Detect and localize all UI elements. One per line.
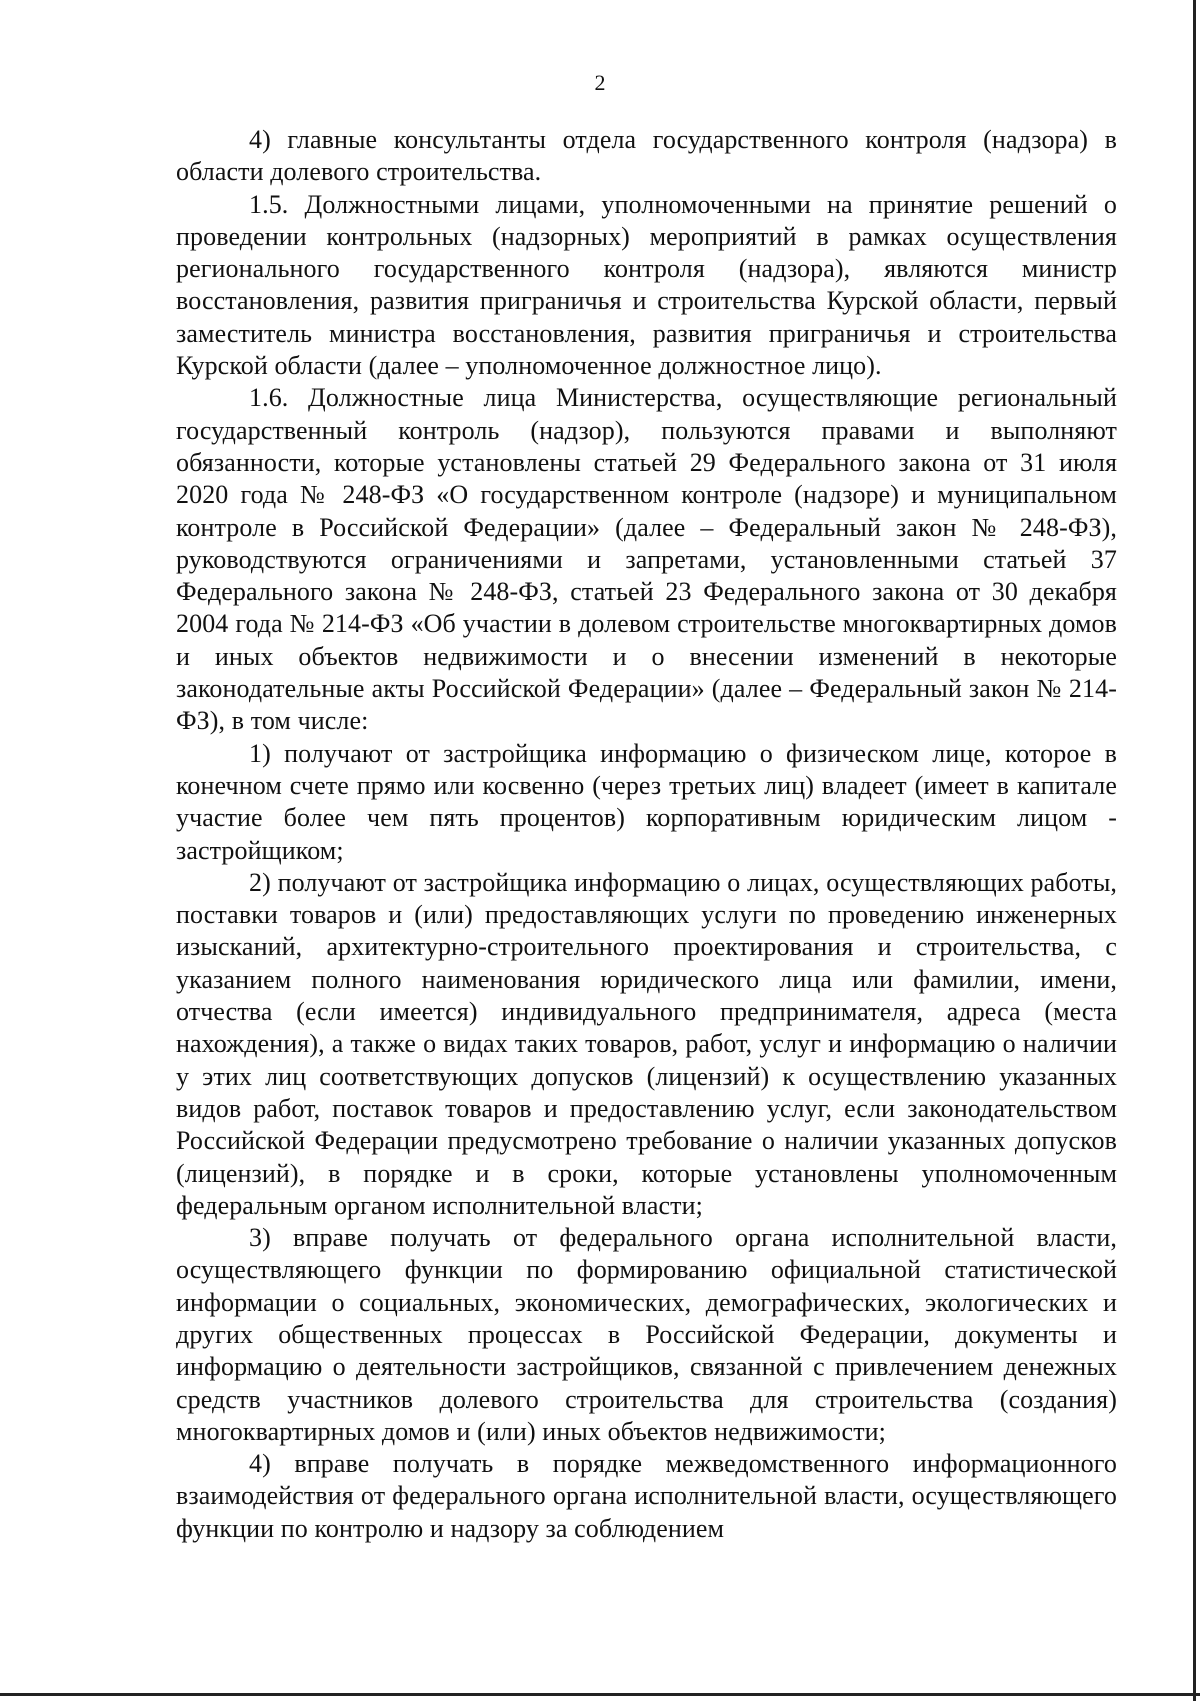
paragraph-item-4-consultants: 4) главные консультанты отдела государственного контроля (надзора) в области долевого строительства.	[176, 125, 1117, 187]
scan-edge-right	[1193, 0, 1196, 1701]
paragraph-subitem-1-beneficiary-info: 1) получают от застройщика информацию о физическом лице, которое в конечном счете прямо или косвенно (через третьих лиц) владеет (имеет в капитале участие более чем пять процентов) корпоративным юридическим лицом - застройщиком;	[176, 738, 1117, 865]
scan-edge-bottom	[0, 1693, 1200, 1696]
paragraph-subitem-4-interagency: 4) вправе получать в порядке межведомственного информационного взаимодействия от федерального органа исполнительной власти, осуществляющего функции по контролю и надзору за соблюдением	[176, 1449, 1117, 1543]
document-body	[176, 124, 1117, 1545]
paragraph-subitem-2-contractors-info: 2) получают от застройщика информацию о лицах, осуществляющих работы, поставки товаров и (или) предоставляющих услуги по проведению инженерных изысканий, архитектурно-строительного проектирования и строительства, с указанием полного наименования юридического лица или фамилии, имени, отчества (если имеется) индивидуального предпринимателя, адреса (места нахождения), а также о видах таких товаров, работ, услуг и информацию о наличии у этих лиц соответствующих допусков (лицензий) к осуществлению указанных видов работ, поставок товаров и предоставлению услуг, если законодательством Российской Федерации предусмотрено требование о наличии указанных допусков (лицензий), в порядке и в сроки, которые установлены уполномоченным федеральным органом исполнительной власти;	[176, 867, 1117, 1220]
paragraph-subitem-3-statistics: 3) вправе получать от федерального органа исполнительной власти, осуществляющего функции по формированию официальной статистической информации о социальных, экономических, демографических, экологических и других общественных процессах в Российской Федерации, документы и информацию о деятельности застройщиков, связанной с привлечением денежных средств участников долевого строительства для строительства (создания) многоквартирных домов и (или) иных объектов недвижимости;	[176, 1223, 1117, 1446]
paragraph-1-6-officials-rights: 1.6. Должностные лица Министерства, осуществляющие региональный государственный контроль (надзор), пользуются правами и выполняют обязанности, которые установлены статьей 29 Федерального закона от 31 июля 2020 года № 248-ФЗ «О государственном контроле (надзоре) и муниципальном контроле в Российской Федерации» (далее – Федеральный закон № 248-ФЗ), руководствуются ограничениями и запретами, установленными статьей 37 Федерального закона № 248-ФЗ, статьей 23 Федерального закона от 30 декабря 2004 года № 214-ФЗ «Об участии в долевом строительстве многоквартирных домов и иных объектов недвижимости и о внесении изменений в некоторые законодательные акты Российской Федерации» (далее – Федеральный закон № 214-ФЗ), в том числе:	[176, 383, 1117, 736]
page-number: 2	[594, 70, 606, 95]
paragraph-1-5-authorized-officials: 1.5. Должностными лицами, уполномоченными на принятие решений о проведении контрольных (надзорных) мероприятий в рамках осуществления регионального государственного контроля (надзора), являются министр восстановления, развития приграничья и строительства Курской области, первый заместитель министра восстановления, развития приграничья и строительства Курской области (далее – уполномоченное должностное лицо).	[176, 189, 1117, 381]
